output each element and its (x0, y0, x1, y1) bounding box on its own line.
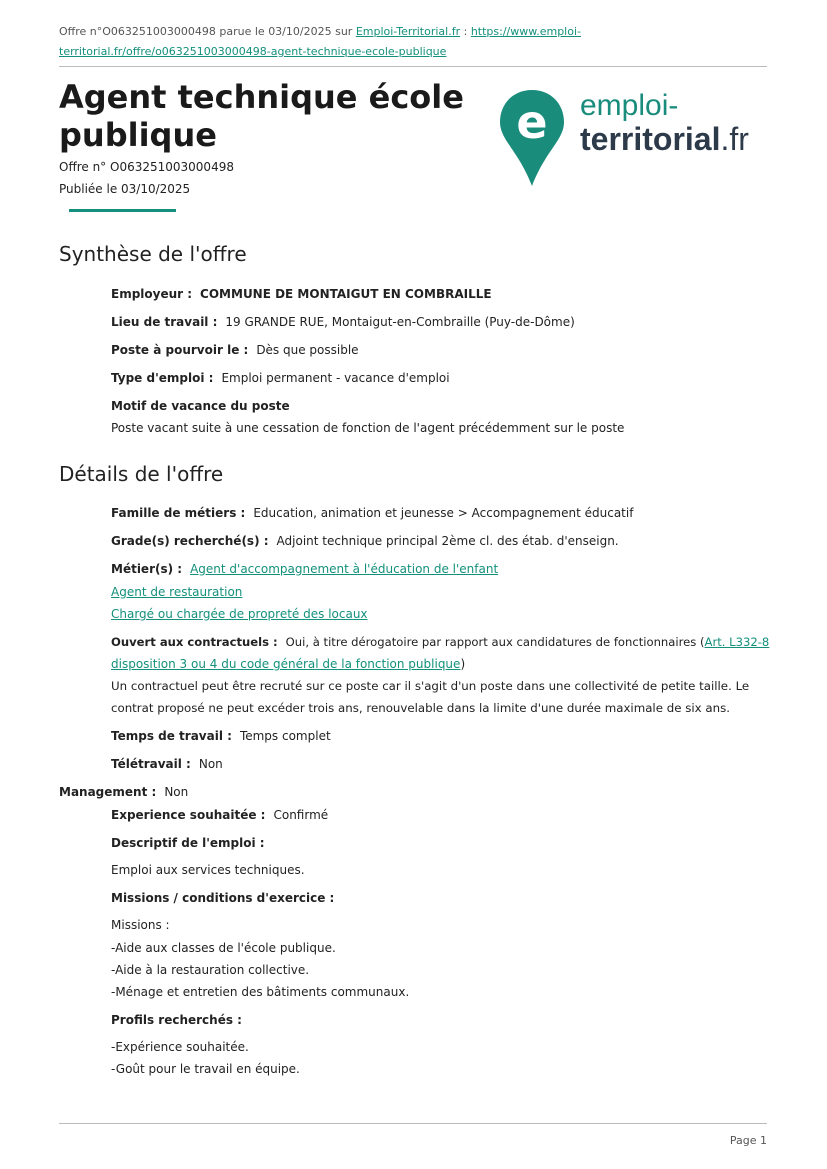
motif-value: Poste vacant suite à une cessation de fonction de l'agent précédemment sur le poste (111, 421, 625, 435)
type-label: Type d'emploi : (111, 371, 214, 385)
poste-label: Poste à pourvoir le : (111, 343, 249, 357)
article-link[interactable]: Art. L332-8 (704, 635, 770, 649)
profils-label: Profils recherchés : (111, 1013, 242, 1027)
missions-item: Missions : (111, 918, 170, 932)
grade-label: Grade(s) recherché(s) : (111, 534, 269, 548)
grade-value: Adjoint technique principal 2ème cl. des étab. d'enseign. (276, 534, 619, 548)
temps-value: Temps complet (239, 729, 331, 743)
missions-item: -Aide à la restauration collective. (111, 963, 310, 977)
contractuels-label: Ouvert aux contractuels : (111, 635, 278, 649)
logo-text-bottom (580, 122, 749, 156)
teletravail-value: Non (198, 757, 223, 771)
offer-url-link-cont[interactable]: territorial.fr/offre/o063251003000498-agent-technique-ecole-publique (59, 45, 447, 58)
temps-label: Temps de travail : (111, 729, 232, 743)
source-prefix: Offre n°O063251003000498 parue le 03/10/2025 sur (59, 25, 356, 38)
employeur-value: COMMUNE DE MONTAIGUT EN COMBRAILLE (200, 287, 492, 301)
paren-close: ) (460, 657, 466, 671)
details-heading: Détails de l'offre (59, 462, 224, 486)
missions-label: Missions / conditions d'exercice : (111, 891, 335, 905)
lieu-label: Lieu de travail : (111, 315, 218, 329)
logo-text-top: emploi- (580, 89, 679, 122)
profils-item: -Expérience souhaitée. (111, 1040, 249, 1054)
famille-value: Education, animation et jeunesse > Accompagnement éducatif (253, 506, 634, 520)
missions-item: -Aide aux classes de l'école publique. (111, 941, 336, 955)
contractuels-note-cont: contrat proposé ne peut excéder trois ans, renouvelable dans la limite d'une durée maximale de six ans. (111, 701, 730, 715)
offer-number: Offre n° O063251003000498 (59, 160, 234, 174)
header-divider (59, 66, 767, 67)
teletravail-label: Télétravail : (111, 757, 191, 771)
published-date: Publiée le 03/10/2025 (59, 182, 191, 196)
separator: : (460, 25, 471, 38)
offer-url-link[interactable]: https://www.emploi- (470, 25, 581, 38)
logo (498, 88, 768, 188)
article-link-cont[interactable]: disposition 3 ou 4 du code général de la fonction publique (111, 657, 461, 671)
employeur-label: Employeur : (111, 287, 193, 301)
footer-divider (59, 1123, 767, 1124)
page-number: Page 1 (729, 1134, 767, 1147)
svg-text:e: e (516, 95, 548, 149)
contractuels-value: Oui, à titre dérogatoire par rapport aux candidatures de fonctionnaires ( (285, 635, 705, 649)
metiers-label: Métier(s) : (111, 562, 183, 576)
page-title: Agent technique école publique (59, 78, 464, 154)
map-pin-icon (498, 88, 566, 188)
metier-link[interactable]: Agent de restauration (111, 585, 243, 599)
type-value: Emploi permanent - vacance d'emploi (221, 371, 450, 385)
descriptif-value: Emploi aux services techniques. (111, 863, 305, 877)
management-value: Non (164, 785, 189, 799)
experience-value: Confirmé (273, 808, 329, 822)
synthese-heading: Synthèse de l'offre (59, 242, 247, 266)
poste-value: Dès que possible (256, 343, 359, 357)
missions-item: -Ménage et entretien des bâtiments communaux. (111, 985, 410, 999)
descriptif-label: Descriptif de l'emploi : (111, 836, 265, 850)
famille-label: Famille de métiers : (111, 506, 246, 520)
profils-item: -Goût pour le travail en équipe. (111, 1062, 300, 1076)
title-underline (69, 209, 176, 212)
lieu-value: 19 GRANDE RUE, Montaigut-en-Combraille (Puy-de-Dôme) (225, 315, 575, 329)
logo-territorial: territorial (580, 121, 721, 157)
motif-label: Motif de vacance du poste (111, 399, 290, 413)
contractuels-note: Un contractuel peut être recruté sur ce poste car il s'agit d'un poste dans une collectivité de petite taille. Le (111, 679, 750, 693)
metier-link[interactable]: Chargé ou chargée de propreté des locaux (111, 607, 368, 621)
site-link[interactable]: Emploi-Territorial.fr (355, 25, 461, 38)
management-label: Management : (59, 785, 157, 799)
logo-suffix: .fr (720, 121, 749, 157)
metier-link[interactable]: Agent d'accompagnement à l'éducation de l'enfant (190, 562, 499, 576)
source-line-1 (59, 24, 581, 40)
experience-label: Experience souhaitée : (111, 808, 266, 822)
